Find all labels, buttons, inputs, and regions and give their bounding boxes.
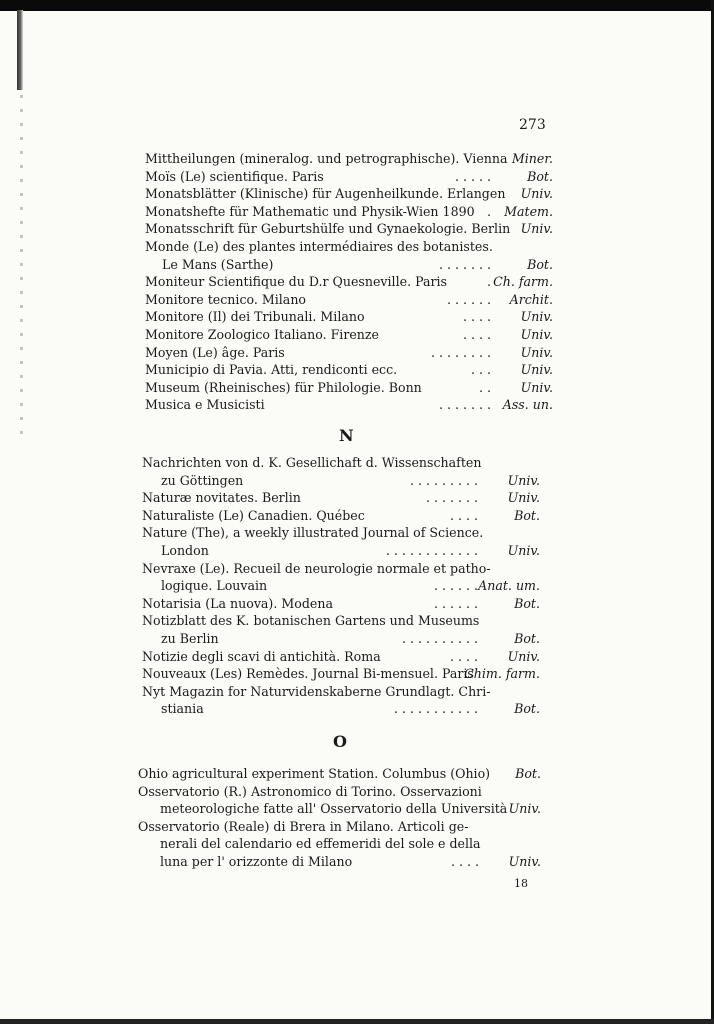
entry-title: luna per l' orizzonte di Milano <box>160 854 353 869</box>
entry-title: Naturæ novitates. Berlin <box>142 490 301 506</box>
entry-title: Nevraxe (Le). Recueil de neurologie normale et patho- <box>142 560 491 576</box>
library-abbreviation: Univ. <box>507 543 540 558</box>
entry-title: Monitore Zoologico Italiano. Firenze <box>145 327 380 342</box>
dot-leader: . <box>486 274 491 290</box>
library-abbreviation: Univ. <box>520 362 553 378</box>
entry-title: Ohio agricultural experiment Station. Columbus (Ohio) <box>138 766 491 781</box>
library-abbreviation: Bot. <box>514 631 540 646</box>
entry-title: meteorologiche fatte all' Osservatorio della Università <box>160 801 508 817</box>
entry-title: Osservatorio (Reale) di Brera in Milano. Articoli ge- <box>138 818 469 834</box>
library-abbreviation: Chim. farm. <box>464 666 540 682</box>
entry-title: Museum (Rheinisches) für Philologie. Bonn <box>145 379 422 395</box>
dot-leader: . . . . <box>462 309 491 325</box>
scan-bottom-border <box>0 1019 714 1024</box>
library-abbreviation: Univ. <box>507 490 540 506</box>
entry-title: Musica e Musicisti <box>145 397 265 413</box>
dot-leader: . . . . <box>462 327 491 342</box>
dot-leader: . . . . <box>450 854 479 869</box>
dot-leader: . . . . . . . . . . . <box>393 701 478 717</box>
library-abbreviation: Univ. <box>520 309 553 325</box>
dot-leader: . . . . . . . <box>438 397 491 413</box>
binding-shadow <box>17 10 23 90</box>
library-abbreviation: Univ. <box>508 854 541 869</box>
dot-leader: . . . . . . . <box>438 256 491 272</box>
entry-title: Mittheilungen (mineralog. und petrographische). Vienna <box>145 151 508 166</box>
entry-title: Monatsblätter (Klinische) für Augenheilkunde. Erlangen <box>145 186 506 202</box>
dot-leader: . . . <box>470 362 491 378</box>
entry-title: Notizie degli scavi di antichità. Roma <box>142 648 381 664</box>
dot-leader: . . . . . . . <box>425 490 478 506</box>
entry-title: Monatshefte für Mathematic und Physik-Wien 1890 <box>145 203 475 219</box>
library-abbreviation: Univ. <box>520 327 553 342</box>
library-abbreviation: Bot. <box>515 766 541 781</box>
entry-title: Naturaliste (Le) Canadien. Québec <box>142 507 365 523</box>
entry-title: zu Berlin <box>161 631 219 646</box>
library-abbreviation: Univ. <box>520 186 553 202</box>
dot-leader: . . <box>478 379 491 395</box>
entry-title: Monitore tecnico. Milano <box>145 291 307 307</box>
dot-leader: . . . . . . . . <box>430 344 491 360</box>
library-abbreviation: Univ. <box>520 379 553 395</box>
entry-title: nerali del calendario ed effemeridi del sole e della <box>160 836 481 852</box>
dot-leader: . . . . . . <box>433 595 478 611</box>
entry-title: Nature (The), a weekly illustrated Journal of Science. <box>142 525 484 541</box>
binding-stitching <box>20 95 23 435</box>
entry-title: Osservatorio (R.) Astronomico di Torino. Osservazioni <box>138 783 482 799</box>
dot-leader: . . . . . <box>454 168 491 184</box>
entry-title: Nachrichten von d. K. Gesellichaft d. Wissenschaften <box>142 455 482 470</box>
library-abbreviation: Anat. um. <box>478 578 540 594</box>
section-heading-n: N <box>339 426 354 445</box>
page-number: 273 <box>519 117 546 133</box>
entry-title: zu Göttingen <box>161 472 244 488</box>
library-abbreviation: Univ. <box>507 472 540 488</box>
library-abbreviation: Ch. farm. <box>493 274 553 290</box>
library-abbreviation: Bot. <box>514 701 540 717</box>
dot-leader: . . . . . . <box>433 578 478 594</box>
dot-leader: . . . . . . <box>446 291 491 307</box>
entry-title: Moniteur Scientifique du D.r Quesneville. Paris <box>145 274 448 290</box>
entry-title: Moïs (Le) scientifique. Paris <box>145 168 324 184</box>
library-abbreviation: Bot. <box>527 256 553 272</box>
library-abbreviation: Bot. <box>514 507 540 523</box>
dot-leader: . . . . . . . . . . <box>401 631 478 646</box>
entry-title: Nouveaux (Les) Remèdes. Journal Bi-mensuel. Paris <box>142 666 474 682</box>
section-heading-o: O <box>333 732 347 751</box>
entry-title: Monde (Le) des plantes intermédiaires des botanistes. <box>145 239 493 254</box>
library-abbreviation: Ass. un. <box>502 397 553 413</box>
library-abbreviation: Archit. <box>509 291 553 307</box>
entry-title: Notarisia (La nuova). Modena <box>142 595 333 611</box>
library-abbreviation: Matem. <box>504 203 553 219</box>
scan-top-border <box>0 0 714 11</box>
dot-leader: . . . . . . . . . . . . <box>385 543 478 558</box>
entry-title: Le Mans (Sarthe) <box>162 256 274 272</box>
library-abbreviation: Univ. <box>520 344 553 360</box>
entry-title: Monatsschrift für Geburtshülfe und Gynaekologie. Berlin <box>145 221 511 237</box>
dot-leader: . . . . . . . . . <box>409 472 478 488</box>
entry-title: London <box>161 543 209 558</box>
entry-title: Nyt Magazin for Naturvidenskaberne Grundlagt. Chri- <box>142 683 491 699</box>
dot-leader: . <box>486 203 491 219</box>
dot-leader: . . . . <box>449 648 478 664</box>
library-abbreviation: Univ. <box>520 221 553 237</box>
dot-leader: . . . . <box>449 507 478 523</box>
entry-title: Municipio di Pavia. Atti, rendiconti ecc. <box>145 362 398 378</box>
entry-title: logique. Louvain <box>161 578 268 594</box>
entry-title: Notizblatt des K. botanischen Gartens und Museums <box>142 613 480 629</box>
entry-title: stiania <box>161 701 204 717</box>
entry-title: Monitore (Il) dei Tribunali. Milano <box>145 309 365 325</box>
library-abbreviation: Miner. <box>511 151 553 166</box>
entry-title: Moyen (Le) âge. Paris <box>145 344 285 360</box>
library-abbreviation: Univ. <box>507 648 540 664</box>
library-abbreviation: Bot. <box>514 595 540 611</box>
signature-mark: 18 <box>514 877 528 890</box>
library-abbreviation: Bot. <box>527 168 553 184</box>
library-abbreviation: Univ. <box>508 801 541 817</box>
